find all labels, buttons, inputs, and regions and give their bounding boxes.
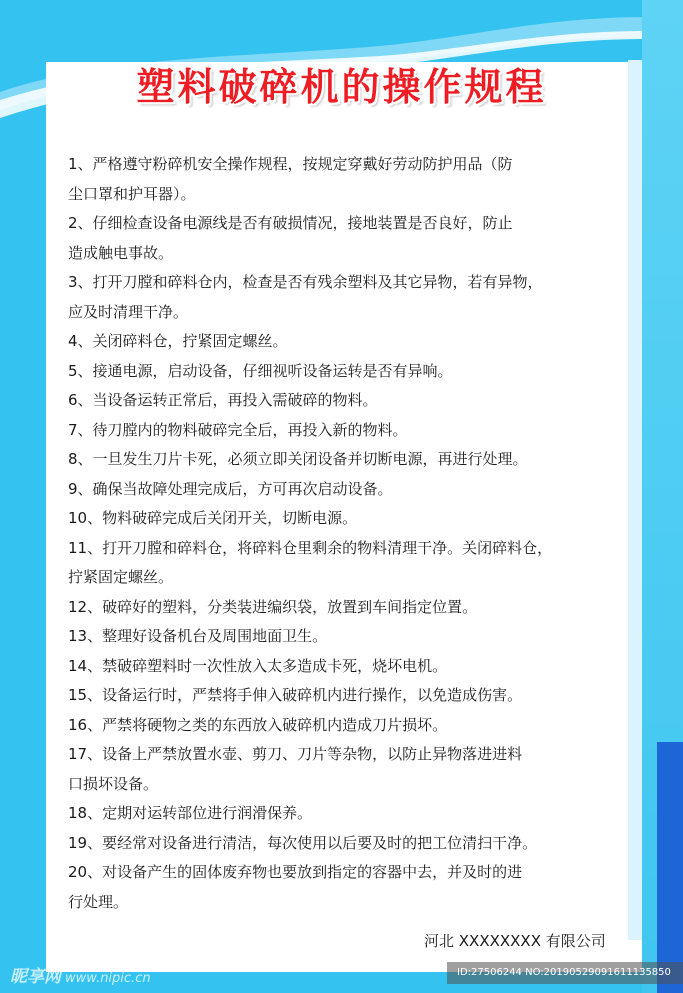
rule-line: 16、严禁将硬物之类的东西放入破碎机内造成刀片损坏。: [68, 715, 448, 734]
right-light-stripe: [628, 60, 642, 940]
rule-line: 20、对设备产生的固体废弃物也要放到指定的容器中去，并及时的进: [68, 863, 523, 881]
rule-line: 应及时清理干净。: [68, 302, 189, 321]
rule-line: 14、禁破碎塑料时一次性放入太多造成卡死，烧坏电机。: [68, 656, 448, 675]
company-name: 河北 XXXXXXXX 有限公司: [424, 932, 606, 950]
rule-line: 8、一旦发生刀片卡死，必须立即关闭设备并切断电源，再进行处理。: [68, 450, 528, 468]
rule-line: 拧紧固定螺丝。: [68, 568, 174, 586]
rule-line: 13、整理好设备机台及周围地面卫生。: [68, 627, 328, 645]
rule-line: 尘口罩和护耳器）。: [68, 184, 196, 203]
rules-list: [68, 150, 628, 917]
watermark: [10, 962, 151, 987]
rule-line: 2、仔细检查设备电源线是否有破损情况，接地装置是否良好，防止: [68, 214, 513, 232]
rule-line: 5、接通电源，启动设备，仔细视听设备运转是否有异响。: [68, 361, 453, 380]
rule-line: 7、待刀膛内的物料破碎完全后，再投入新的物料。: [68, 420, 408, 439]
rule-line: 1、严格遵守粉碎机安全操作规程，按规定穿戴好劳动防护用品（防: [68, 155, 513, 173]
watermark-site: www.nipic.cn: [65, 971, 151, 986]
image-id-strip: ID:27506244 NO:20190529091611135850: [447, 962, 683, 984]
rule-line: 造成触电事故。: [68, 243, 174, 262]
right-accent-bar: [657, 742, 683, 993]
watermark-brand: 昵享网: [10, 967, 61, 987]
rule-line: 15、设备运行时，严禁将手伸入破碎机内进行操作，以免造成伤害。: [68, 686, 523, 704]
page-title: 塑料破碎机的操作规程: [136, 65, 547, 109]
rule-line: 11、打开刀膛和碎料仓，将碎料仓里剩余的物料清理干净。关闭碎料仓，: [68, 538, 553, 557]
rule-line: 12、破碎好的塑料，分类装进编织袋，放置到车间指定位置。: [68, 597, 478, 616]
rule-line: 3、打开刀膛和碎料仓内，检查是否有残余塑料及其它异物，若有异物，: [68, 273, 543, 291]
rule-line: 9、确保当故障处理完成后，方可再次启动设备。: [68, 479, 393, 498]
rule-line: 6、当设备运转正常后，再投入需破碎的物料。: [68, 391, 378, 409]
rule-line: 10、物料破碎完成后关闭开关，切断电源。: [68, 509, 358, 527]
rule-line: 行处理。: [68, 892, 129, 911]
rule-line: 口损坏设备。: [68, 774, 159, 793]
rule-line: 17、设备上严禁放置水壶、剪刀、刀片等杂物，以防止异物落进进料: [68, 745, 523, 763]
rule-line: 19、要经常对设备进行清洁，每次使用以后要及时的把工位清扫干净。: [68, 833, 538, 852]
rule-line: 18、定期对运转部位进行润滑保养。: [68, 804, 313, 822]
rule-line: 4、关闭碎料仓，拧紧固定螺丝。: [68, 332, 288, 350]
